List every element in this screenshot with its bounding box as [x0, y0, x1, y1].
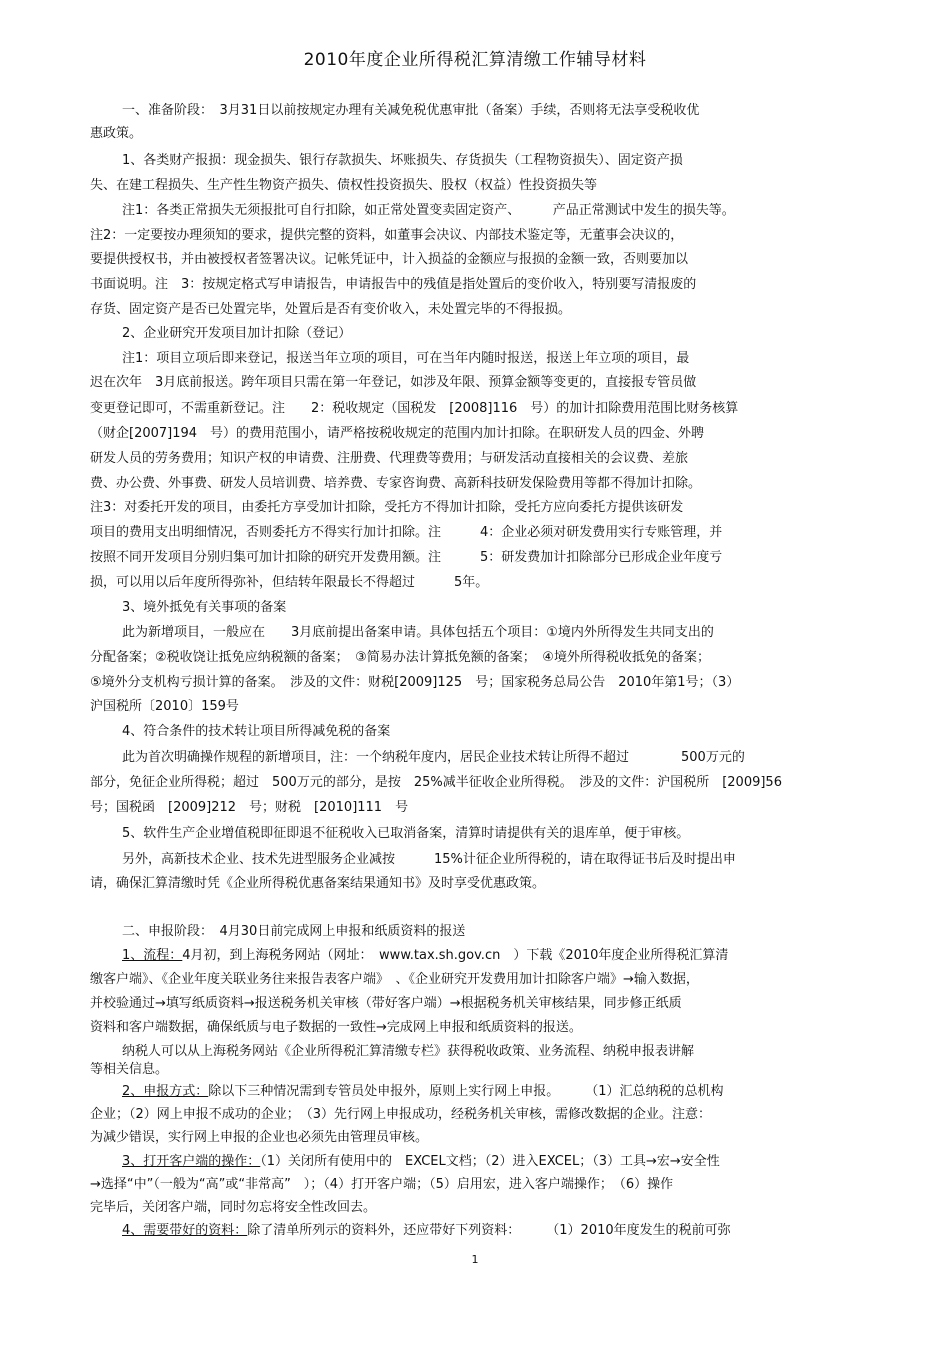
- text-line: 迟在次年 3月底前报送。跨年项目只需在第一年登记，如涉及年限、预算金额等变更的，直接报专管员做: [90, 375, 697, 390]
- text-line: 3、境外抵免有关事项的备案: [122, 600, 287, 615]
- text-line: 请，确保汇算清缴时凭《企业所得税优惠备案结果通知书》及时享受优惠政策。: [90, 876, 546, 891]
- text-line: 注3：对委托开发的项目，由委托方享受加计扣除，受托方不得加计扣除，受托方应向委托方提供该研发: [90, 500, 684, 515]
- text-line: [122, 1221, 865, 1241]
- text-line: [122, 946, 865, 966]
- text-line: 书面说明。注 3：按规定格式写申请报告，申请报告中的残值是指处置后的变价收入，特别要写清报废的: [90, 277, 697, 292]
- text-line: 此为首次明确操作规程的新增项目，注：一个纳税年度内，居民企业技术转让所得不超过 500万元的: [122, 750, 745, 765]
- text-line: 失、在建工程损失、生产性生物资产损失、债权性投资损失、股权（权益）性投资损失等: [90, 178, 598, 193]
- text-line: 2、企业研究开发项目加计扣除（登记）: [122, 326, 352, 341]
- text-line: 研发人员的劳务费用；知识产权的申请费、注册费、代理费等费用；与研发活动直接相关的会议费、差旅: [90, 451, 689, 466]
- text-line: 注2：一定要按办理须知的要求，提供完整的资料，如董事会决议、内部技术鉴定等，无董事会决议的，: [90, 228, 684, 243]
- text-line: 注1：项目立项后即来登记，报送当年立项的项目，可在当年内随时报送，报送上年立项的项目，最: [122, 351, 690, 366]
- text-line: [122, 1082, 865, 1102]
- text-line: 5、软件生产企业增值税即征即退不征税收入已取消备案，清算时请提供有关的退库单，便于审核。: [122, 826, 690, 841]
- text-line: 要提供授权书，并由被授权者签署决议。记帐凭证中，计入损益的金额应与报损的金额一致，否则要加以: [90, 252, 689, 267]
- text-line: 分配备案；②税收饶让抵免应纳税额的备案； ③简易办法计算抵免额的备案； ④境外所得税收抵免的备案；: [90, 650, 710, 665]
- text-line: 等相关信息。: [90, 1062, 169, 1077]
- page-number: 1: [471, 1253, 479, 1266]
- text-line: 按照不同开发项目分别归集可加计扣除的研究开发费用额。注 5：研发费加计扣除部分已形成企业年度亏: [90, 550, 723, 565]
- text-line: 完毕后，关闭客户端，同时勿忘将安全性改回去。: [90, 1200, 377, 1215]
- step-label: 1、流程：: [122, 948, 183, 963]
- text-line: 部分，免征企业所得税；超过 500万元的部分，是按 25%减半征收企业所得税。 涉及的文件：沪国税所 [2009]56: [90, 775, 782, 790]
- text-line: 注1：各类正常损失无须报批可自行扣除，如正常处置变卖固定资产、 产品正常测试中发生的损失等。: [122, 203, 735, 218]
- step-text: 除以下三种情况需到专管员处申报外，原则上实行网上申报。 （1）汇总纳税的总机构: [208, 1084, 724, 1099]
- text-line: 惠政策。: [90, 126, 143, 141]
- step-text: （1）关闭所有使用中的 EXCEL文档；（2）进入EXCEL；（3）工具→宏→安全性: [260, 1154, 720, 1169]
- text-line: ⑤境外分支机构亏损计算的备案。 涉及的文件：财税[2009]125 号；国家税务总局公告 2010年第1号；（3）: [90, 675, 740, 690]
- text-line: 缴客户端》、《企业年度关联业务往来报告表客户端》 、《企业研究开发费用加计扣除客户端》→输入数据，: [90, 972, 699, 987]
- text-line: 另外，高新技术企业、技术先进型服务企业减按 15%计征企业所得税的，请在取得证书后及时提出申: [122, 852, 736, 867]
- text-line: [122, 1152, 865, 1172]
- text-line: （财企[2007]194 号）的费用范围小，请严格按税收规定的范围内加计扣除。在职研发人员的四金、外聘: [90, 426, 705, 441]
- text-line: 号；国税函 [2009]212 号；财税 [2010]111 号: [90, 800, 409, 815]
- text-line: →选择“中”（一般为“高”或“非常高” ）；（4）打开客户端；（5）启用宏，进入客户端操作； （6）操作: [90, 1177, 674, 1192]
- text-line: 此为新增项目，一般应在 3月底前提出备案申请。具体包括五个项目：①境内外所得发生共同支出的: [122, 625, 714, 640]
- text-line: 项目的费用支出明细情况，否则委托方不得实行加计扣除。注 4：企业必须对研发费用实行专账管理，并: [90, 525, 723, 540]
- text-line: 为减少错误，实行网上申报的企业也必须先由管理员审核。: [90, 1130, 429, 1145]
- text-line: 存货、固定资产是否已处置完毕，处置后是否有变价收入，未处置完毕的不得报损。: [90, 302, 572, 317]
- text-line: 并校验通过→填写纸质资料→报送税务机关审核（带好客户端）→根据税务机关审核结果，同步修正纸质: [90, 996, 682, 1011]
- text-line: 企业；（2）网上申报不成功的企业； （3）先行网上申报成功，经税务机关审核，需修改数据的企业。注意：: [90, 1107, 712, 1122]
- step-label: 4、需要带好的资料：: [122, 1223, 248, 1238]
- text-line: 沪国税所〔2010〕159号: [90, 699, 239, 714]
- text-line: 资料和客户端数据，确保纸质与电子数据的一致性→完成网上申报和纸质资料的报送。: [90, 1020, 582, 1035]
- page-title: 2010年度企业所得税汇算清缴工作辅导材料: [303, 50, 647, 70]
- text-line: 纳税人可以从上海税务网站《企业所得税汇算清缴专栏》获得税收政策、业务流程、纳税申报表讲解: [122, 1044, 695, 1059]
- text-line: 1、各类财产报损：现金损失、银行存款损失、坏账损失、存货损失（工程物资损失）、固定资产损: [122, 153, 683, 168]
- text-line: 变更登记即可，不需重新登记。注 2：税收规定（国税发 [2008]116 号）的加计扣除费用范围比财务核算: [90, 401, 739, 416]
- text-line: 一、准备阶段： 3月31日以前按规定办理有关减免税优惠审批（备案）手续，否则将无法享受税收优: [122, 103, 700, 118]
- section-heading: 二、申报阶段： 4月30日前完成网上申报和纸质资料的报送: [122, 924, 466, 939]
- text-line: 4、符合条件的技术转让项目所得减免税的备案: [122, 724, 391, 739]
- text-line: 费、办公费、外事费、研发人员培训费、培养费、专家咨询费、高新科技研发保险费用等都不得加计扣除。: [90, 476, 702, 491]
- step-label: 3、打开客户端的操作：: [122, 1154, 261, 1169]
- step-text: 4月初，到上海税务网站（网址： www.tax.sh.gov.cn ）下载《2010年度企业所得税汇算清: [182, 948, 729, 963]
- text-line: 损，可以用以后年度所得弥补，但结转年限最长不得超过 5年。: [90, 575, 489, 590]
- step-label: 2、申报方式：: [122, 1084, 209, 1099]
- step-text: 除了清单所列示的资料外，还应带好下列资料： （1）2010年度发生的税前可弥: [247, 1223, 731, 1238]
